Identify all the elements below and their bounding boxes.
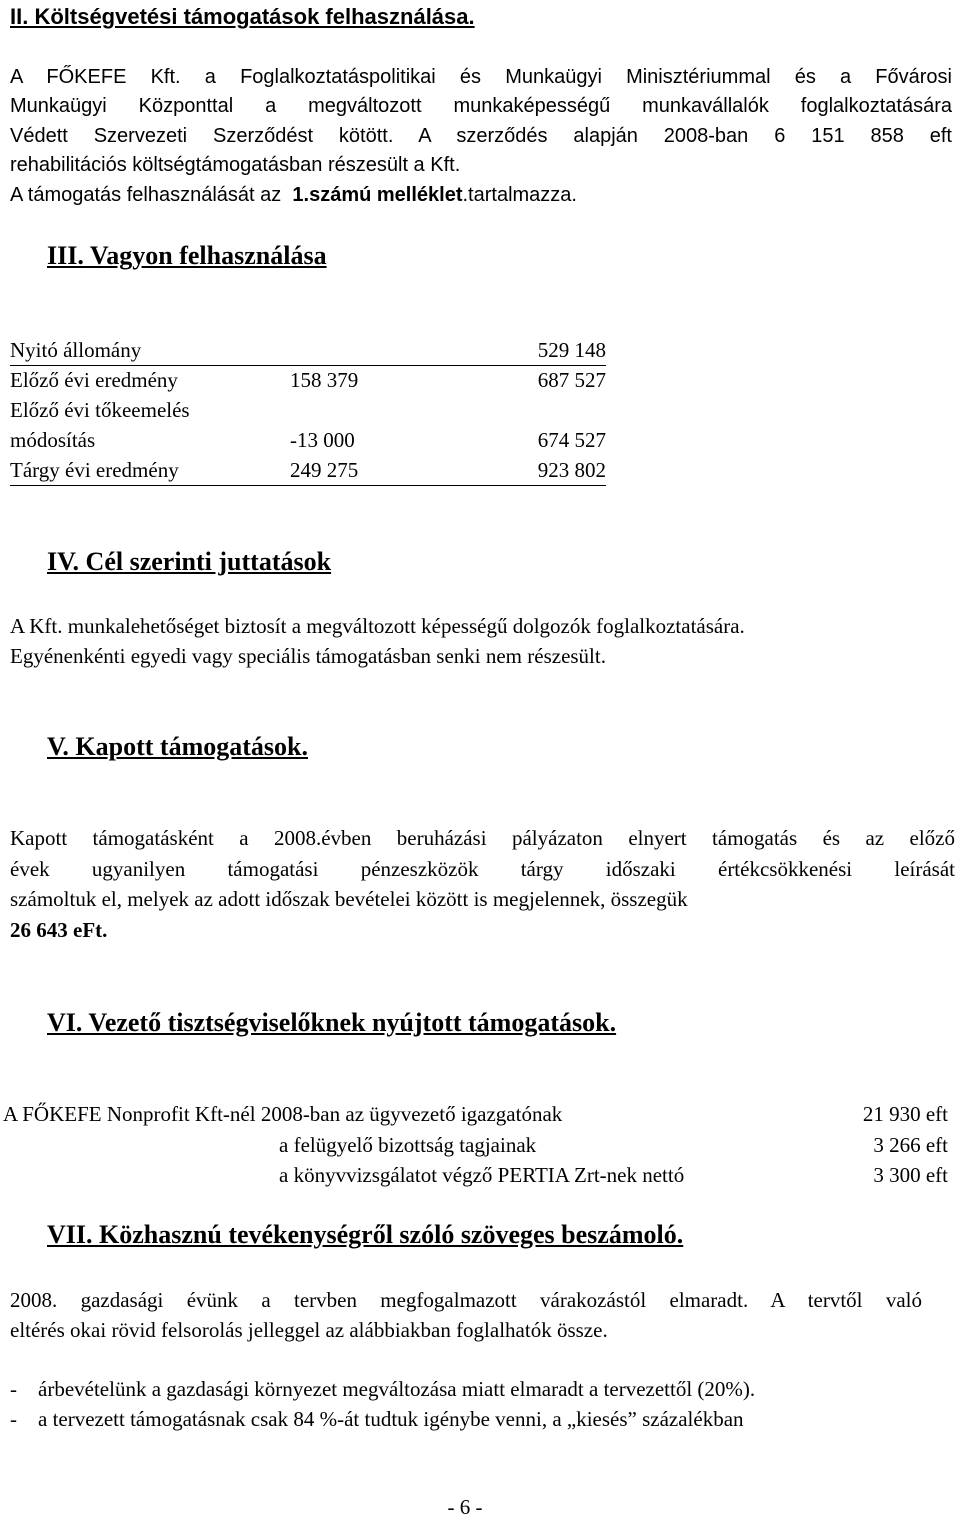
page-number: - 6 - (447, 1495, 483, 1519)
support-amount-director: 21 930 eft (862, 1102, 948, 1126)
section-6-heading: VI. Vezető tisztségviselőknek nyújtott támogatások. (47, 1008, 617, 1037)
section-7-line-1: 2008. gazdasági évünk a tervben megfogalmazott várakozástól elmaradt. A tervtől való (10, 1288, 922, 1312)
section-5-total: 26 643 eFt. (10, 918, 108, 942)
support-intro: A FŐKEFE Nonprofit Kft-nél 2008-ban az ügyvezető igazgatónak (3, 1102, 563, 1126)
section-2-line-1: A FŐKEFE Kft. a Foglalkoztatáspolitikai és Munkaügyi Minisztériummal és a Fővárosi (10, 66, 952, 88)
bullet-dash: - (10, 1407, 17, 1431)
asset-row-current-result (10, 455, 606, 486)
section-7-heading: VII. Közhasznú tevékenységről szóló szöveges beszámoló. (47, 1220, 684, 1249)
support-label-board: a felügyelő bizottság tagjainak (279, 1133, 537, 1157)
asset-label: Előző évi eredmény (10, 368, 178, 392)
support-amount-auditor: 3 300 eft (873, 1163, 948, 1187)
bullet-dash: - (10, 1377, 17, 1401)
asset-row-capital-increase (10, 395, 606, 425)
section-2-line-4: rehabilitációs költségtámogatásban részesült a Kft. (10, 154, 461, 176)
bullet-text: a tervezett támogatásnak csak 84 %-át tudtuk igénybe venni, a „kiesés” százalékban (38, 1407, 744, 1431)
asset-row-modification (10, 425, 606, 455)
asset-value: 687 527 (537, 368, 606, 392)
section-2-line-3: Védett Szervezeti Szerződést kötött. A szerződés alapján 2008-ban 6 151 858 eft (10, 125, 952, 147)
section-5-heading: V. Kapott támogatások. (47, 732, 308, 761)
reference-prefix: A támogatás felhasználását az (10, 184, 293, 206)
section-4-line-1: A Kft. munkalehetőséget biztosít a megváltozott képességű dolgozók foglalkoztatására. (10, 614, 745, 638)
asset-change: -13 000 (290, 428, 355, 452)
section-2-reference-line (10, 182, 577, 208)
asset-label: módosítás (10, 428, 96, 452)
support-label-auditor: a könyvvizsgálatot végző PERTIA Zrt-nek nettó (279, 1163, 685, 1187)
section-5-line-2: évek ugyanilyen támogatási pénzeszközök tárgy időszaki értékcsökkenési leírását (10, 857, 955, 881)
asset-label: Előző évi tőkeemelés (10, 398, 190, 422)
asset-label: Nyitó állomány (10, 338, 142, 362)
annex-reference: 1.számú melléklet (292, 184, 463, 206)
section-4-heading: IV. Cél szerinti juttatások (47, 547, 332, 576)
asset-row-prior-result (10, 365, 606, 395)
section-2-line-2: Munkaügyi Központtal a megváltozott munkaképességű munkavállalók foglalkoztatására (10, 95, 952, 117)
asset-value: 923 802 (537, 458, 606, 482)
asset-change: 249 275 (290, 458, 359, 482)
asset-row-opening (10, 335, 606, 366)
section-2-heading: II. Költségvetési támogatások felhasználása. (10, 4, 475, 29)
reference-suffix: .tartalmazza. (462, 184, 577, 206)
asset-label: Tárgy évi eredmény (10, 458, 179, 482)
support-amount-board: 3 266 eft (873, 1133, 948, 1157)
bullet-text: árbevételünk a gazdasági környezet megváltozása miatt elmaradt a tervezettől (20%). (38, 1377, 756, 1401)
section-4-line-2: Egyénenkénti egyedi vagy speciális támogatásban senki nem részesült. (10, 644, 606, 668)
section-5-line-3: számoltuk el, melyek az adott időszak bevételei között is megjelennek, összegük (10, 887, 688, 911)
section-3-heading: III. Vagyon felhasználása (47, 241, 327, 270)
asset-value: 529 148 (537, 338, 606, 362)
section-7-line-2: eltérés okai rövid felsorolás jelleggel az alábbiakban foglalhatók össze. (10, 1318, 608, 1342)
asset-change: 158 379 (290, 368, 359, 392)
section-5-line-1: Kapott támogatásként a 2008.évben beruházási pályázaton elnyert támogatás és az előző (10, 826, 955, 850)
asset-value: 674 527 (537, 428, 606, 452)
